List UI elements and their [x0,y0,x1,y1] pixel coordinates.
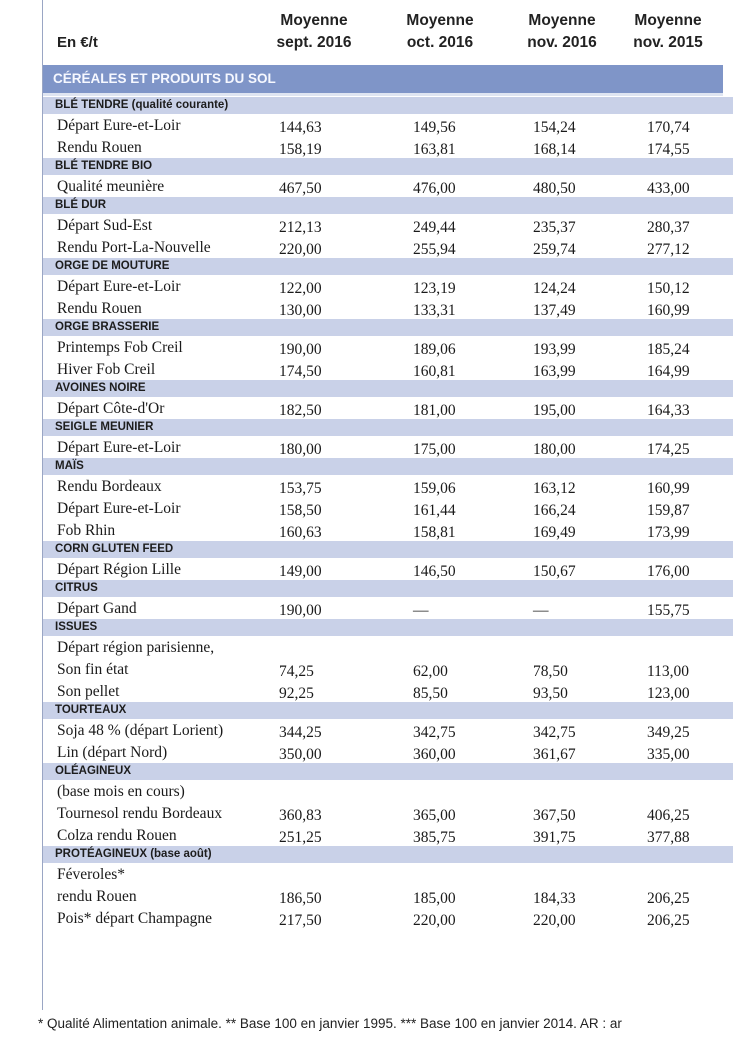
price-cell: 74,25 [279,663,314,680]
price-cell: 166,24 [533,502,576,519]
price-cell: 360,00 [413,746,456,763]
price-cell: 174,25 [647,441,690,458]
price-cell: 160,63 [279,524,322,541]
price-cell: 149,00 [279,563,322,580]
column-header-line1: Moyenne [406,12,474,29]
table-header [43,0,747,63]
category-header: ISSUES [43,619,733,636]
price-cell: 163,81 [413,141,456,158]
price-cell: 174,50 [279,363,322,380]
price-cell: 176,00 [647,563,690,580]
row-label: Qualité meunière [57,178,165,195]
row-label: Tournesol rendu Bordeaux [57,805,223,822]
table-row [43,275,733,297]
price-cell: 220,00 [279,241,322,258]
column-header-line1: Moyenne [280,12,348,29]
price-cell: 150,12 [647,280,690,297]
row-label: Rendu Rouen [57,139,142,156]
price-cell: 212,13 [279,219,322,236]
row-label: Départ région parisienne, [57,639,215,656]
price-cell: 164,33 [647,402,690,419]
row-label: Départ Eure-et-Loir [57,117,181,134]
section-title: CÉRÉALES ET PRODUITS DU SOL [43,65,723,93]
price-cell: 158,19 [279,141,322,158]
price-cell: 235,37 [533,219,576,236]
price-cell: 174,55 [647,141,690,158]
price-cell: 467,50 [279,180,322,197]
price-cell: 160,99 [647,302,690,319]
column-header-line1: Moyenne [634,12,702,29]
column-header-line2: oct. 2016 [406,34,474,51]
category-header: BLÉ DUR [43,197,733,214]
price-cell: 251,25 [279,829,322,846]
category-header: ORGE BRASSERIE [43,319,733,336]
price-cell: 206,25 [647,912,690,929]
table-row [43,558,733,580]
row-label: Hiver Fob Creil [57,361,156,378]
row-label: Fob Rhin [57,522,116,539]
price-cell: 168,14 [533,141,576,158]
price-cell: 122,00 [279,280,322,297]
price-cell: 85,50 [413,685,448,702]
table-row [43,658,733,680]
price-cell: 249,44 [413,219,456,236]
price-cell: 180,00 [533,441,576,458]
table-row [43,497,733,519]
row-label: Rendu Bordeaux [57,478,162,495]
price-cell: 182,50 [279,402,322,419]
price-cell: 433,00 [647,180,690,197]
price-cell: 184,33 [533,890,576,907]
table-row [43,863,733,885]
price-cell: 78,50 [533,663,568,680]
price-cell: 367,50 [533,807,576,824]
category-header: BLÉ TENDRE BIO [43,158,733,175]
price-cell: 123,00 [647,685,690,702]
row-label: Pois* départ Champagne [57,910,212,927]
table-row [43,824,733,846]
category-header: ORGE DE MOUTURE [43,258,733,275]
price-cell: 181,00 [413,402,456,419]
price-cell: 365,00 [413,807,456,824]
price-cell: 160,99 [647,480,690,497]
price-cell: 170,74 [647,119,690,136]
price-cell: 163,99 [533,363,576,380]
price-cell: 169,49 [533,524,576,541]
table-row [43,597,733,619]
price-cell: — [413,602,429,619]
price-cell: 163,12 [533,480,576,497]
table-row [43,475,733,497]
table-row [43,636,733,658]
category-header: BLÉ TENDRE (qualité courante) [43,97,733,114]
price-cell: 350,00 [279,746,322,763]
table-row [43,397,733,419]
row-label: Colza rendu Rouen [57,827,177,844]
price-cell: 385,75 [413,829,456,846]
category-header: AVOINES NOIRE [43,380,733,397]
price-cell: 133,31 [413,302,456,319]
row-label: Départ Sud-Est [57,217,153,234]
price-cell: 159,87 [647,502,690,519]
price-cell: 349,25 [647,724,690,741]
price-cell: 377,88 [647,829,690,846]
price-cell: 220,00 [413,912,456,929]
row-label: Rendu Port-La-Nouvelle [57,239,211,256]
table-row [43,780,733,802]
table-row [43,297,733,319]
row-label: Son fin état [57,661,129,678]
column-header-line2: nov. 2015 [633,34,703,51]
price-cell: 124,24 [533,280,576,297]
table-row [43,358,733,380]
row-label: Soja 48 % (départ Lorient) [57,722,224,739]
table-row [43,214,733,236]
price-cell: 175,00 [413,441,456,458]
row-label: Lin (départ Nord) [57,744,168,761]
column-header [503,10,621,54]
price-cell: 476,00 [413,180,456,197]
footnote: * Qualité Alimentation animale. ** Base 100 en janvier 1995. *** Base 100 en janvier 2014. AR : ar [38,1016,622,1031]
table-row [43,175,733,197]
price-cell: 92,25 [279,685,314,702]
category-header: OLÉAGINEUX [43,763,733,780]
category-header: TOURTEAUX [43,702,733,719]
price-cell: 123,19 [413,280,456,297]
price-cell: 150,67 [533,563,576,580]
row-label: Rendu Rouen [57,300,142,317]
table-row [43,519,733,541]
category-header: PROTÉAGINEUX (base août) [43,846,733,863]
price-cell: 344,25 [279,724,322,741]
price-cell: 186,50 [279,890,322,907]
price-cell: 193,99 [533,341,576,358]
row-label: Départ Eure-et-Loir [57,439,181,456]
section-divider [43,93,723,96]
price-cell: 406,25 [647,807,690,824]
row-label: Départ Eure-et-Loir [57,500,181,517]
price-cell: 164,99 [647,363,690,380]
table-row [43,236,733,258]
table-row [43,680,733,702]
table-row [43,741,733,763]
price-cell: 154,24 [533,119,576,136]
price-cell: 153,75 [279,480,322,497]
price-cell: 180,00 [279,441,322,458]
table-row [43,802,733,824]
price-cell: 195,00 [533,402,576,419]
column-header [609,10,727,54]
price-cell: 480,50 [533,180,576,197]
column-header [255,10,373,54]
price-cell: 158,50 [279,502,322,519]
price-cell: 259,74 [533,241,576,258]
row-label: Départ Région Lille [57,561,181,578]
row-label: Féveroles* [57,866,126,883]
row-label: Printemps Fob Creil [57,339,183,356]
row-label: Son pellet [57,683,120,700]
price-cell: 173,99 [647,524,690,541]
price-cell: 149,56 [413,119,456,136]
price-cell: 360,83 [279,807,322,824]
price-cell: 160,81 [413,363,456,380]
price-cell: — [533,602,549,619]
category-header: CITRUS [43,580,733,597]
price-cell: 361,67 [533,746,576,763]
price-cell: 280,37 [647,219,690,236]
price-cell: 206,25 [647,890,690,907]
price-table [42,0,747,1010]
row-label: rendu Rouen [57,888,137,905]
table-row [43,719,733,741]
table-row [43,114,733,136]
price-cell: 190,00 [279,341,322,358]
price-cell: 113,00 [647,663,690,680]
price-cell: 277,12 [647,241,690,258]
row-label: Départ Eure-et-Loir [57,278,181,295]
category-header: CORN GLUTEN FEED [43,541,733,558]
column-header [381,10,499,54]
price-cell: 130,00 [279,302,322,319]
unit-label: En €/t [57,34,98,51]
table-row [43,336,733,358]
price-cell: 62,00 [413,663,448,680]
column-header-line2: nov. 2016 [527,34,597,51]
price-cell: 185,00 [413,890,456,907]
price-cell: 144,63 [279,119,322,136]
price-cell: 158,81 [413,524,456,541]
price-cell: 255,94 [413,241,456,258]
price-cell: 137,49 [533,302,576,319]
table-row [43,436,733,458]
price-cell: 93,50 [533,685,568,702]
price-cell: 190,00 [279,602,322,619]
row-label: Départ Gand [57,600,137,617]
column-header-line1: Moyenne [528,12,596,29]
price-cell: 335,00 [647,746,690,763]
price-cell: 146,50 [413,563,456,580]
table-row [43,136,733,158]
price-cell: 342,75 [413,724,456,741]
category-header: MAÏS [43,458,733,475]
price-cell: 391,75 [533,829,576,846]
table-row [43,907,733,929]
price-cell: 217,50 [279,912,322,929]
row-label: (base mois en cours) [57,783,185,800]
row-label: Départ Côte-d'Or [57,400,165,417]
category-header: SEIGLE MEUNIER [43,419,733,436]
price-cell: 220,00 [533,912,576,929]
price-cell: 189,06 [413,341,456,358]
price-cell: 185,24 [647,341,690,358]
price-cell: 161,44 [413,502,456,519]
column-header-line2: sept. 2016 [276,34,352,51]
price-cell: 159,06 [413,480,456,497]
price-cell: 342,75 [533,724,576,741]
table-row [43,885,733,907]
price-cell: 155,75 [647,602,690,619]
